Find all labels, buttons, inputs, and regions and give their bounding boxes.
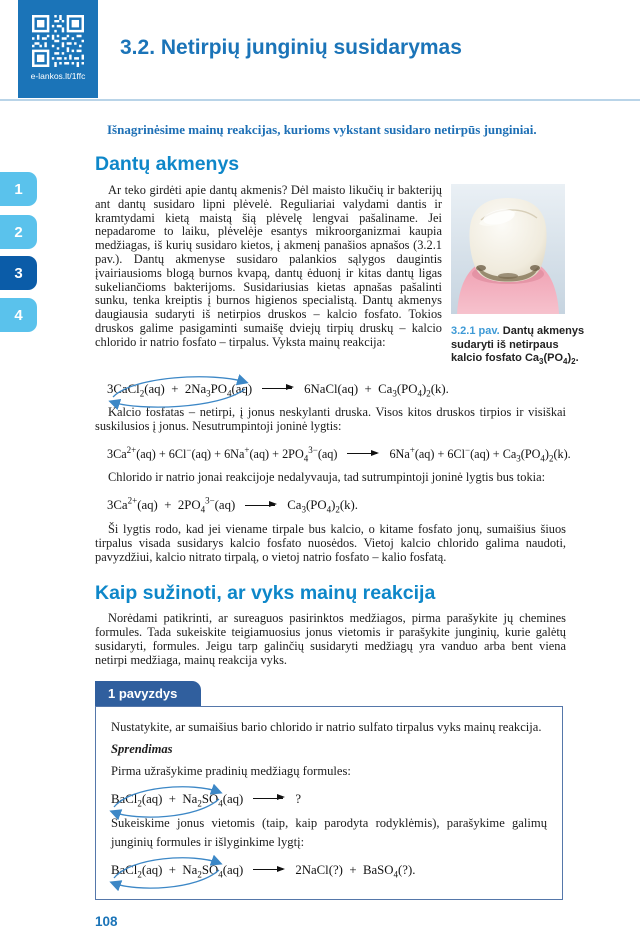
figure-label: 3.2.1 pav. (451, 325, 500, 337)
sidebar-tab-chapter-1[interactable] (0, 172, 37, 206)
section-heading-how: Kaip sužinoti, ar vyks mainų reakcija (95, 582, 436, 605)
tooth-figure (451, 184, 586, 369)
equation-result: BaCl$_2$(aq) + $Na_2SO_4(aq)$ 2NaCl(?) + BaSO$_4$(?). (111, 863, 416, 880)
equation-full-ionic: $3Ca^{2+}(aq) + 6Cl^-(aq) + 6Na^+(aq) + 2PO_4^{3-}(aq) 6Na^+(aq) + 6Cl^-(aq) + Ca_3(PO_4)_2(k)$. (107, 444, 571, 464)
equation-result-wrap (111, 861, 547, 880)
paragraph-teeth: Ar teko girdėti apie dantų akmenis? Dėl maisto likučių ir bakterijų ant dantų susidaro lipni plėvelė. Reguliariai valydami dantis ir kramtydami kietą maistą šią plėvelę lengvai pašaliname. Jei nepadarome to laiku, plėvelėje esantys mikroorganizmai kaupia medžiagas, iš kurių susidaro kietos, į akmenį panašios apnašos (3.2.1 pav.). Dantų akmenyse susidaro palankios sąlygos daugintis įvairiausioms blogą burnos kvapą, dantų ėduonį ir kitas dantų ligas sukeliančioms bakterijoms. Susidariusias kietas apnašas pašalinti sunku, tenka kreiptis į burnos higienos specialistą. Dantų akmenys daugiausia sudaryti iš netirpios druskos – kalcio fosfato. Tokios druskos galime pasigaminti sumaišę dviejų tirpių druskų – kalcio chlorido ir natrio fosfato – tirpalus. Vyksta mainų reakcija: (95, 183, 442, 349)
example-box (95, 706, 563, 900)
chapter-intro-text: Išnagrinėsime mainų reakcijas, kurioms vykstant susidaro netirpūs junginiai. (107, 122, 537, 137)
sidebar-tab-chapter-2[interactable] (0, 215, 37, 249)
paragraph-ionic-intro: Kalcio fosfatas – netirpi, į jonus neskylanti druska. Visos kitos druskos tirpios ir visiškai suskilusios į jonus. Nesutrumpintoji joninė lygtis: (95, 405, 566, 434)
equation-net-ionic: $3Ca^{2+}(aq) + 2PO_4^{3-}(aq)$ $Ca_3(PO_4)_2(k)$. (107, 496, 358, 515)
paragraph-how: Norėdami patikrinti, ar sureaguos pasirinktos medžiagos, pirma parašykite jų chemines formules. Tada sukeiskite teigiamuosius jonus vietomis ir parašykite junginių, kurie galėtų susidaryti, formules. Jeigu tarp galinčių susidaryti medžiagų yra vanduo arba bent viena netirpi medžiaga, mainų reakcija vyks. (95, 611, 566, 667)
chapter-title: 3.2. Netirpių junginių susidarymas (120, 36, 462, 59)
example-step2: Sukeiskime jonus vietomis (taip, kaip parodyta rodyklėmis), parašykime galimų junginių formules ir išlyginkime lygtį: (111, 816, 547, 850)
paragraph-net-intro: Chlorido ir natrio jonai reakcijoje nedalyvauja, tad sutrumpintoji joninė lygtis bus tokia: (108, 470, 546, 485)
equation-initial-wrap (111, 790, 547, 809)
equation-net-ionic-wrap (107, 496, 566, 515)
example-step1: Pirma užrašykime pradinių medžiagų formules: (111, 763, 351, 778)
example-task: Nustatykite, ar sumaišius bario chlorido ir natrio sulfato tirpalus vyks mainų reakcija. (111, 719, 542, 734)
sidebar-tab-label: 2 (14, 223, 23, 241)
sidebar-tab-chapter-3-active[interactable] (0, 256, 37, 290)
qr-block (18, 0, 98, 98)
main-content (95, 120, 585, 928)
example-tab: 1 pavyzdys (95, 681, 201, 706)
sidebar-tab-chapter-4[interactable] (0, 298, 37, 332)
sidebar-tab-label: 3 (14, 264, 23, 282)
header-divider (0, 99, 640, 101)
page-number: 108 (95, 913, 118, 928)
equation-molecular: 3CaCl$_2$(aq) + $2Na_3PO_4(aq)$ 6NaCl(aq) + $Ca_3(PO_4)_2(k)$. (107, 381, 449, 399)
equation-initial: BaCl$_2$(aq) + $Na_2SO_4(aq)$ ? (111, 791, 302, 809)
figure-caption (451, 325, 586, 369)
solution-label: Sprendimas (111, 741, 173, 756)
section-heading-teeth: Dantų akmenys (95, 153, 240, 175)
qr-link-label: e-lankos.lt/1ffc (30, 71, 86, 81)
tooth-illustration (451, 184, 565, 314)
qr-code-icon (32, 15, 84, 67)
equation-full-ionic-wrap (107, 444, 571, 464)
equation-molecular-wrap (107, 380, 566, 399)
sidebar-tab-label: 1 (14, 180, 23, 198)
figure-caption-text: Dantų akmenys sudaryti iš netirpaus kalcio fosfato $Ca_3(PO_4)_2$. (451, 325, 585, 367)
sidebar-tab-label: 4 (14, 306, 23, 324)
paragraph-conclusion: Ši lygtis rodo, kad jei viename tirpale bus kalcio, o kitame fosfato jonų, sumaišius šiuos tirpalus visada susidarys kalcio fosfato nuosėdos. Vietoj kalcio chlorido galima naudoti, pavyzdžiui, kalcio nitrato tirpalą, o vietoj natrio fosfato – kalio fosfatą. (95, 521, 566, 564)
